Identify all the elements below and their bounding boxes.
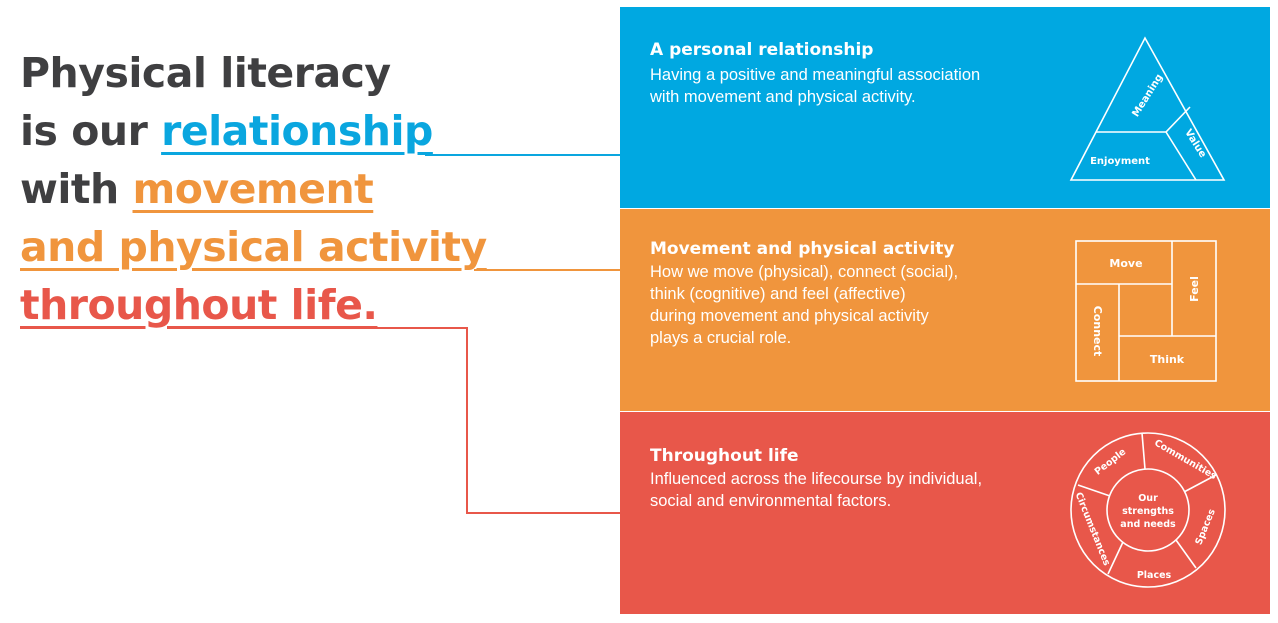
- triangle-label-meaning: Meaning: [1130, 72, 1166, 120]
- grid-label-move: Move: [1109, 257, 1143, 270]
- grid-label-think: Think: [1149, 353, 1185, 366]
- panel-life: [620, 412, 1270, 614]
- headline-line-2: [20, 102, 620, 160]
- headline-line-3: [20, 160, 620, 218]
- headline-movement: movement: [132, 165, 374, 213]
- headline-relationship: relationship: [161, 107, 433, 155]
- triangle-label-enjoyment: Enjoyment: [1090, 156, 1150, 167]
- panel-movement: [620, 209, 1270, 411]
- panel-life-body: [650, 468, 1050, 512]
- grid-label-connect: Connect: [1091, 305, 1104, 357]
- panel-relationship-body-line: with movement and physical activity.: [650, 88, 916, 106]
- life-connector: [372, 328, 622, 513]
- panel-relationship: [620, 7, 1270, 208]
- circle-label-places: Places: [1136, 570, 1172, 581]
- circle-label-circumstances: Circumstances: [1072, 490, 1113, 568]
- panel-movement-body: [650, 261, 1050, 349]
- headline: [20, 44, 620, 334]
- circle-label-people: People: [1092, 446, 1129, 478]
- headline-throughout-life: throughout life.: [20, 281, 378, 329]
- circle-label-center: strengths: [1122, 506, 1174, 517]
- panel-movement-body-line: during movement and physical activity: [650, 307, 929, 325]
- circle-icon: [1068, 430, 1228, 590]
- panel-movement-body-line: think (cognitive) and feel (affective): [650, 285, 906, 303]
- panel-relationship-body-line: Having a positive and meaningful association: [650, 66, 981, 84]
- panel-movement-body-line: plays a crucial role.: [650, 329, 792, 347]
- circle-label-center: Our: [1138, 493, 1158, 504]
- panel-relationship-title: A personal relationship: [650, 40, 874, 60]
- panel-life-body-line: Influenced across the lifecourse by individual,: [650, 470, 983, 488]
- grid-icon: [1074, 239, 1220, 385]
- headline-physical-activity: and physical activity: [20, 223, 487, 271]
- panel-relationship-body: [650, 64, 1050, 108]
- panel-life-body-line: social and environmental factors.: [650, 492, 892, 510]
- circle-label-center: and needs: [1120, 519, 1176, 530]
- headline-line-1: Physical literacy: [20, 49, 391, 97]
- panel-life-title: Throughout life: [650, 446, 799, 466]
- headline-line-3-prefix: with: [20, 165, 133, 213]
- triangle-icon: [1068, 35, 1228, 185]
- circle-label-spaces: Spaces: [1193, 507, 1218, 547]
- headline-line-2-prefix: is our: [20, 107, 162, 155]
- circle-label-communities: Communities: [1152, 437, 1219, 483]
- panel-movement-title: Movement and physical activity: [650, 239, 955, 259]
- panel-movement-body-line: How we move (physical), connect (social),: [650, 263, 959, 281]
- triangle-label-value: Value: [1182, 127, 1209, 160]
- grid-label-feel: Feel: [1188, 276, 1201, 302]
